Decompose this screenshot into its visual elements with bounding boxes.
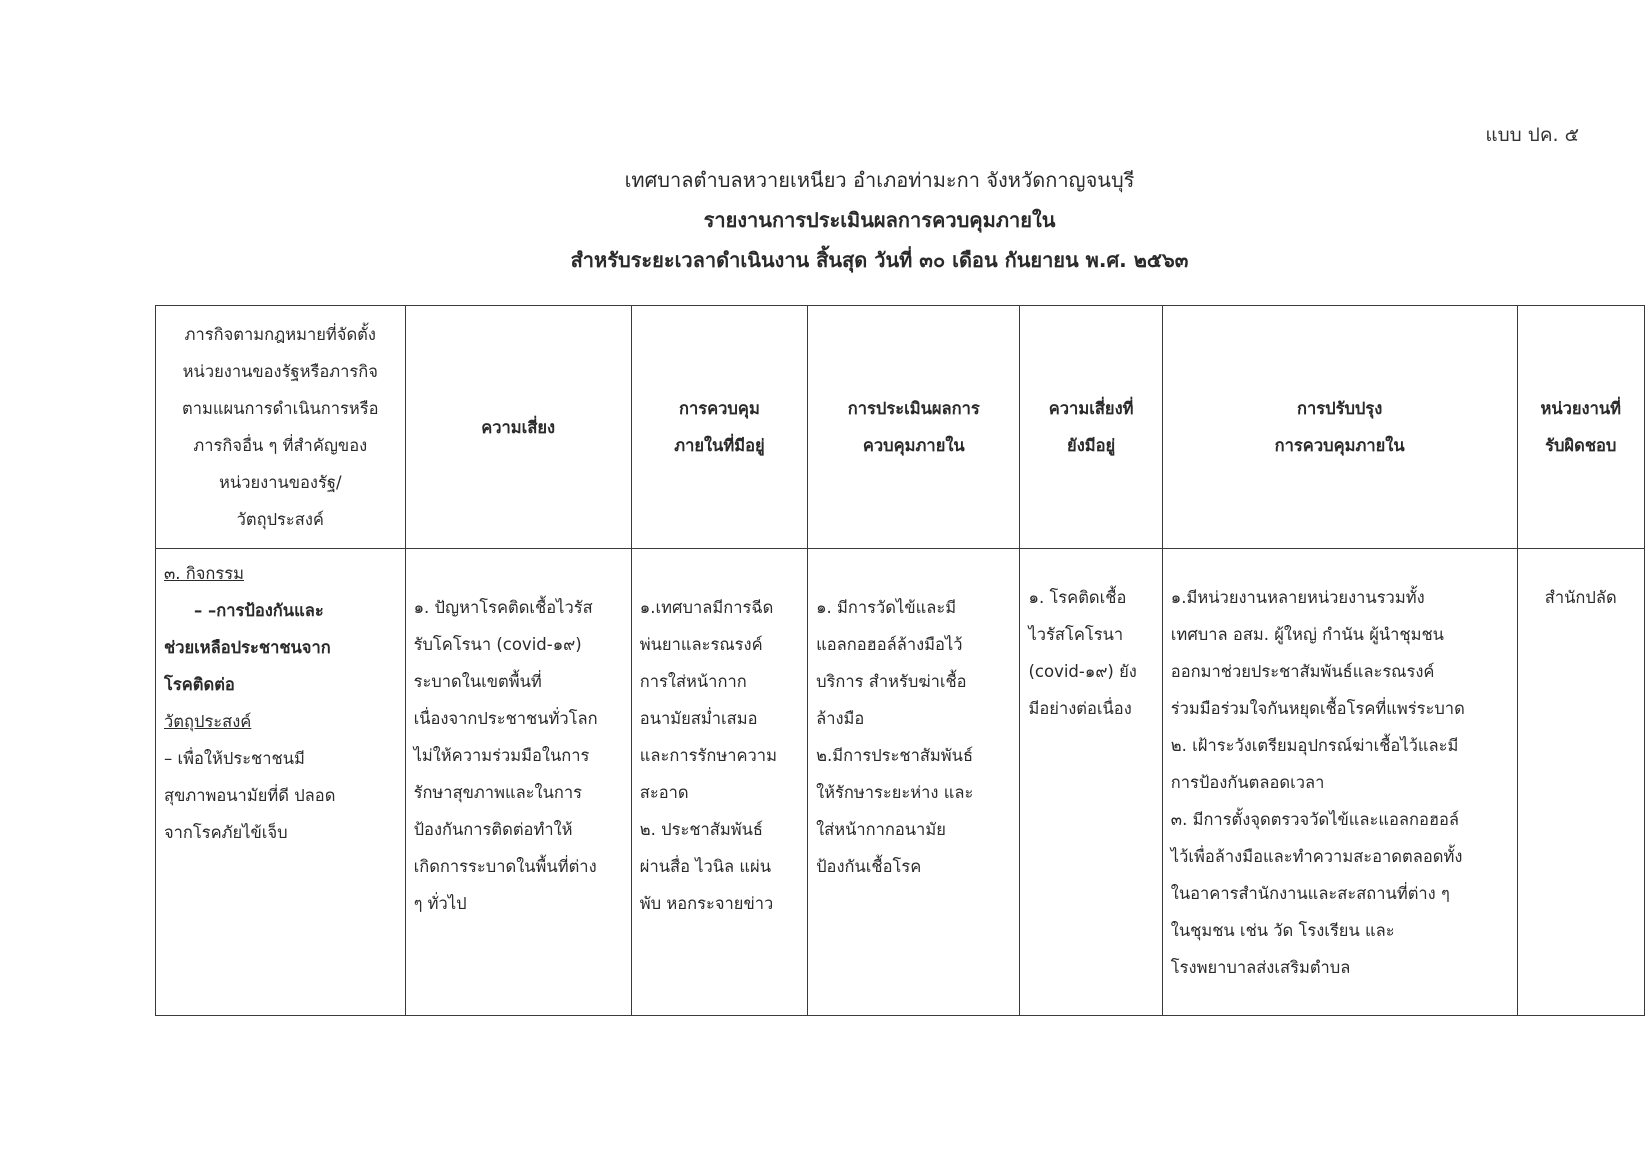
cell-evaluation: ๑. มีการวัดไข้และมี แอลกอฮอล์ล้างมือไว้ บริการ สำหรับฆ่าเชื้อ ล้างมือ ๒.มีการประชาสัมพันธ์ ให้รักษาระยะห่าง และ ใส่หน้ากากอนามัย ป้องกันเชื้อโรค — [808, 549, 1020, 1016]
header-risk: ความเสี่ยง — [405, 306, 631, 549]
header-line-report-title: รายงานการประเมินผลการควบคุมภายใน — [703, 208, 1056, 232]
header-remaining-risk: ความเสี่ยงที่ ยังมีอยู่ — [1020, 306, 1162, 549]
cell-remaining-risk: ๑. โรคติดเชื้อ ไวรัสโคโรนา (covid-๑๙) ยัง มีอย่างต่อเนื่อง — [1020, 549, 1162, 1016]
report-table — [155, 305, 1645, 1016]
cell-improvement: ๑.มีหน่วยงานหลายหน่วยงานรวมทั้ง เทศบาล อสม. ผู้ใหญ่ กำนัน ผู้นำชุมชน ออกมาช่วยประชาสัมพันธ์และรณรงค์ ร่วมมือร่วมใจกันหยุดเชื้อโรคที่แพร่ระบาด ๒. เฝ้าระวังเตรียมอุปกรณ์ฆ่าเชื้อไว้และมี การป้องกันตลอดเวลา ๓. มีการตั้งจุดตรวจวัดไข้และแอลกอฮอล์ ไว้เพื่อล้างมือและทำความสะอาดตลอดทั้ง ในอาคารสำนักงานและสะสถานที่ต่าง ๆ ในชุมชน เช่น วัด โรงเรียน และ โรงพยาบาลส่งเสริมตำบล — [1162, 549, 1517, 1016]
form-code: แบบ ปค. ๕ — [1485, 124, 1579, 146]
header-improvement: การปรับปรุง การควบคุมภายใน — [1162, 306, 1517, 549]
objective-title: วัตถุประสงค์ — [164, 712, 252, 731]
header-line-period: สำหรับระยะเวลาดำเนินงาน สิ้นสุด วันที่ ๓๐ เดือน กันยายน พ.ศ. ๒๕๖๓ — [570, 248, 1189, 272]
cell-existing-control: ๑.เทศบาลมีการฉีด พ่นยาและรณรงค์ การใส่หน้ากาก อนามัยสม่ำเสมอ และการรักษาความ สะอาด ๒. ประชาสัมพันธ์ ผ่านสื่อ ไวนิล แผ่น พับ หอกระจายข่าว — [631, 549, 807, 1016]
document-header — [0, 160, 1649, 280]
cell-risk: ๑. ปัญหาโรคติดเชื้อไวรัส รับโคโรนา (covid-๑๙) ระบาดในเขตพื้นที่ เนื่องจากประชาชนทั่วโลก ไม่ให้ความร่วมมือในการ รักษาสุขภาพและในการ ป้องกันการติดต่อทำให้ เกิดการระบาดในพื้นที่ต่าง ๆ ทั่วไป — [405, 549, 631, 1016]
report-table-wrap — [155, 305, 1645, 1016]
cell-mission: ๓. กิจกรรม – –การป้องกันและ ช่วยเหลือประชาชนจาก โรคติดต่อ วัตถุประสงค์ – เพื่อให้ประชาชนมี สุขภาพอนามัยที่ดี ปลอด จากโรคภัยไข้เจ็บ — [156, 549, 406, 1016]
activity-name: – –การป้องกันและ — [194, 601, 324, 620]
header-mission: ภารกิจตามกฎหมายที่จัดตั้ง หน่วยงานของรัฐหรือภารกิจ ตามแผนการดำเนินการหรือ ภารกิจอื่น ๆ ที่สำคัญของ หน่วยงานของรัฐ/ วัตถุประสงค์ — [156, 306, 406, 549]
header-existing-control: การควบคุม ภายในที่มีอยู่ — [631, 306, 807, 549]
header-line-municipality: เทศบาลตำบลหวายเหนียว อำเภอท่ามะกา จังหวัดกาญจนบุรี — [624, 168, 1135, 192]
header-responsible: หน่วยงานที่ รับผิดชอบ — [1517, 306, 1644, 549]
activity-title: ๓. กิจกรรม — [164, 564, 245, 583]
cell-responsible: สำนักปลัด — [1517, 549, 1644, 1016]
table-header-row — [156, 306, 1645, 549]
header-evaluation: การประเมินผลการ ควบคุมภายใน — [808, 306, 1020, 549]
table-row — [156, 549, 1645, 1016]
